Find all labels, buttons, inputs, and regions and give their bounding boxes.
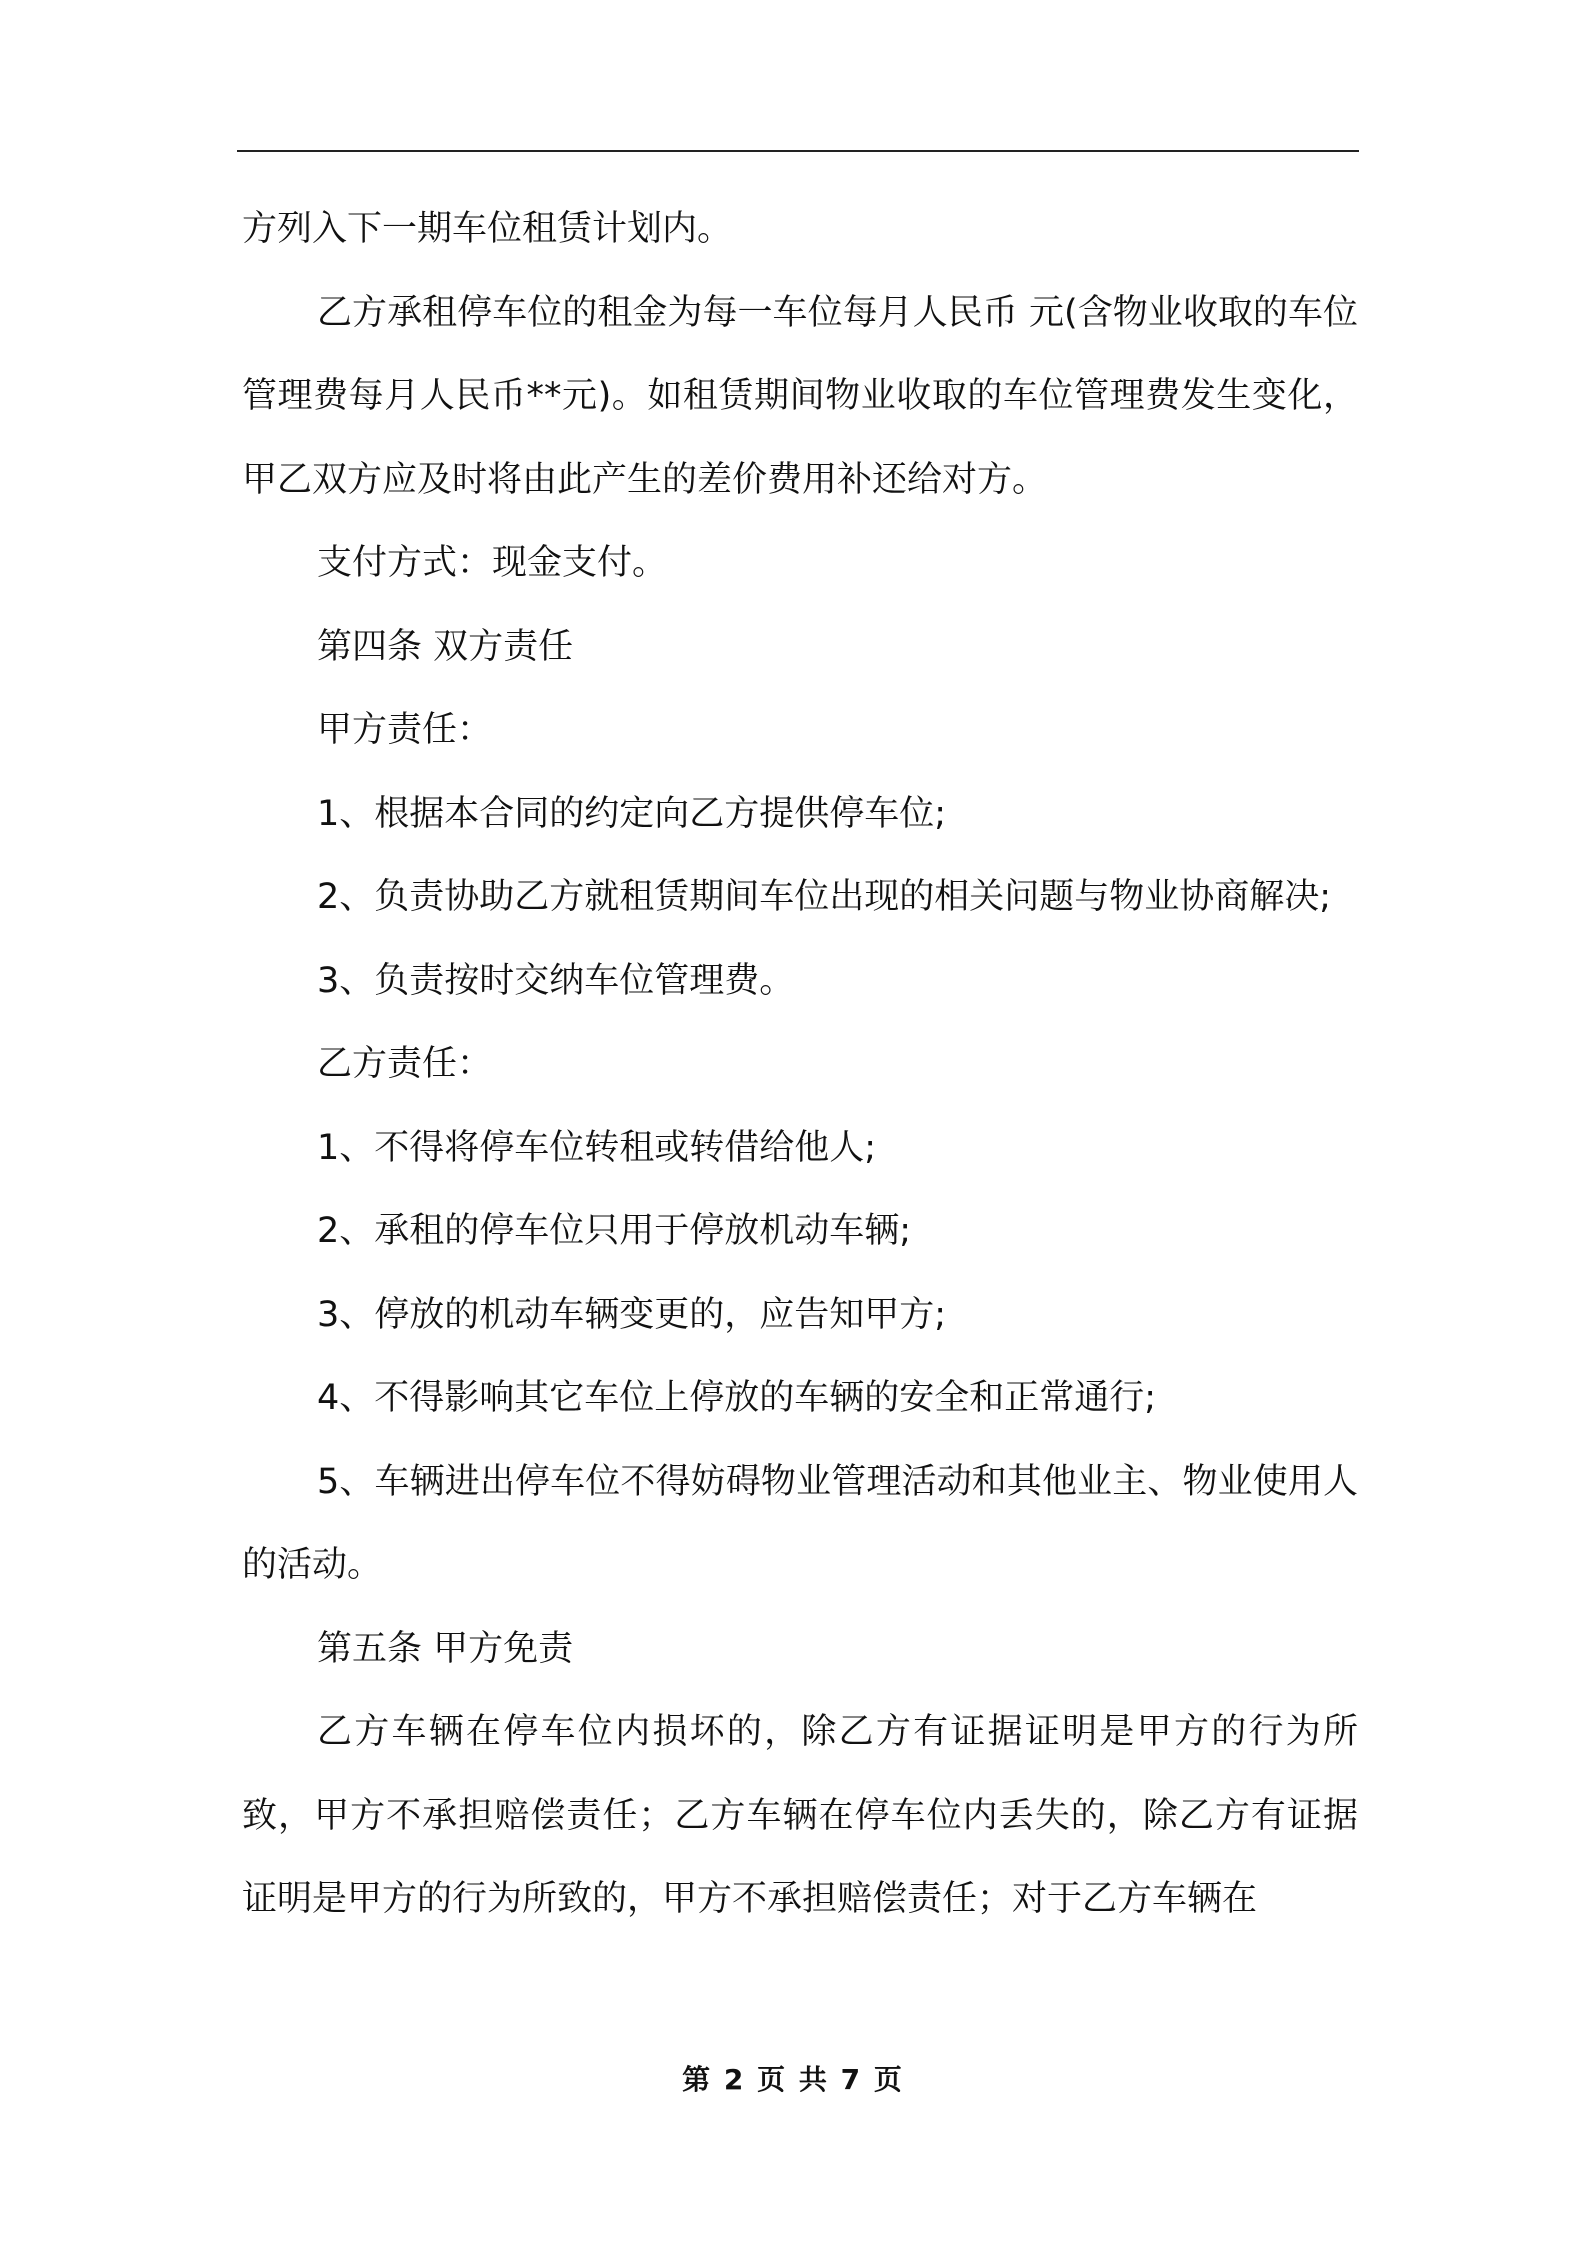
paragraph-payment-method: 支付方式：现金支付。 xyxy=(317,543,668,583)
list-item-party-b-4: 4、不得影响其它车位上停放的车辆的安全和正常通行; xyxy=(317,1378,1157,1418)
paragraph-rent: 乙方承租停车位的租金为每一车位每月人民币 元(含物业收取的车位管理费每月人民币**元)。如租赁期间物业收取的车位管理费发生变化，甲乙双方应及时将由此产生的差价费用补还给对方。 xyxy=(242,292,1358,500)
paragraph-exemption: 乙方车辆在停车位内损坏的，除乙方有证据证明是甲方的行为所致，甲方不承担赔偿责任；乙方车辆在停车位内丢失的，除乙方有证据证明是甲方的行为所致的，甲方不承担赔偿责任；对于乙方车辆在 xyxy=(242,1712,1358,1919)
document-body xyxy=(242,188,1358,1942)
paragraph-continuation: 方列入下一期车位租赁计划内。 xyxy=(242,209,733,249)
page-number: 第 2 页 共 7 页 xyxy=(682,2063,904,2096)
list-item-party-b-3: 3、停放的机动车辆变更的，应告知甲方; xyxy=(317,1294,947,1335)
list-item-party-b-1: 1、不得将停车位转租或转借给他人; xyxy=(317,1127,877,1168)
section-heading-article-5: 第五条 甲方免责 xyxy=(317,1628,574,1669)
list-item-party-a-3: 3、负责按时交纳车位管理费。 xyxy=(317,960,795,1001)
header-rule xyxy=(237,150,1359,152)
list-item-party-a-1: 1、根据本合同的约定向乙方提供停车位; xyxy=(317,793,947,834)
list-item-party-a-2: 2、负责协助乙方就租赁期间车位出现的相关问题与物业协商解决; xyxy=(317,877,1332,917)
subheading-party-a-duties: 甲方责任： xyxy=(317,710,493,750)
section-heading-article-4: 第四条 双方责任 xyxy=(317,626,574,667)
list-item-party-b-2: 2、承租的停车位只用于停放机动车辆; xyxy=(317,1211,912,1251)
list-item-party-b-5: 5、车辆进出停车位不得妨碍物业管理活动和其他业主、物业使用人的活动。 xyxy=(242,1461,1358,1585)
subheading-party-b-duties: 乙方责任： xyxy=(317,1044,493,1084)
